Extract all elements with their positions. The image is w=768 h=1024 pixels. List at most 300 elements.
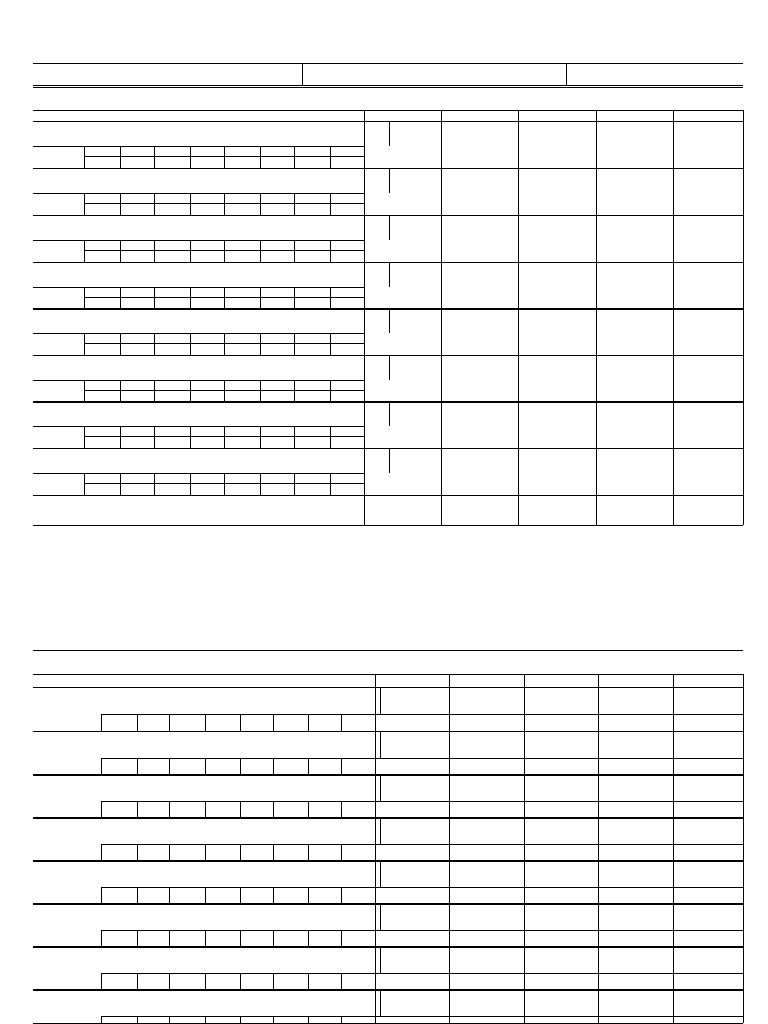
rate-hrs-input[interactable]	[295, 437, 329, 447]
rule-line	[375, 989, 376, 1023]
rule-line	[308, 801, 309, 818]
rate-hrs-input[interactable]	[155, 204, 189, 214]
rule-line	[743, 308, 744, 355]
rule-line	[169, 1016, 170, 1023]
rule-line	[120, 146, 121, 168]
rate-hrs-input[interactable]	[121, 437, 153, 447]
rule-line	[33, 947, 743, 948]
rule-line	[743, 903, 744, 947]
rule-line	[101, 801, 102, 818]
rate-hrs-input[interactable]	[261, 204, 293, 214]
rule-line	[154, 426, 155, 448]
name-of-individual-field[interactable]	[35, 871, 375, 885]
rate-hrs-input[interactable]	[225, 157, 259, 167]
rule-line	[294, 380, 295, 402]
rule-line	[596, 110, 597, 121]
rate-hrs-input[interactable]	[191, 204, 223, 214]
rule-line	[101, 801, 743, 802]
rule-line	[673, 110, 674, 121]
research-organization-field[interactable]	[305, 75, 564, 84]
year-amount-cell[interactable]	[442, 122, 517, 167]
rate-hrs-input[interactable]	[225, 204, 259, 214]
rate-hrs-input[interactable]	[225, 391, 259, 401]
fringe-rate-input[interactable]	[206, 802, 239, 817]
rule-line	[137, 844, 138, 861]
rule-line	[273, 844, 274, 861]
rate-hrs-input[interactable]	[85, 344, 119, 354]
rate-hrs-input[interactable]	[331, 344, 363, 354]
rate-description-field[interactable]	[382, 698, 742, 712]
rate-hrs-input[interactable]	[121, 204, 153, 214]
rule-line	[743, 262, 744, 309]
fringe-rate-input[interactable]	[138, 715, 168, 730]
rule-line	[190, 426, 191, 448]
rule-line	[120, 473, 121, 495]
rule-line	[341, 973, 342, 990]
rule-line	[224, 240, 225, 262]
rate-hrs-input[interactable]	[85, 251, 119, 261]
rule-line	[190, 287, 191, 309]
year-amount-cell[interactable]	[519, 309, 595, 354]
rate-description-field[interactable]	[382, 914, 742, 928]
year-amount-cell[interactable]	[519, 169, 595, 214]
rate-description-field[interactable]	[382, 785, 742, 799]
year-amount-cell[interactable]	[597, 216, 672, 261]
rate-hrs-input[interactable]	[121, 484, 153, 494]
rate-hrs-input[interactable]	[295, 251, 329, 261]
subtotal-cell[interactable]	[442, 496, 517, 524]
rule-line	[449, 731, 450, 775]
rule-line	[101, 887, 743, 888]
rule-line	[673, 687, 674, 731]
year-amount-cell[interactable]	[442, 402, 517, 447]
rate-hrs-input[interactable]	[121, 391, 153, 401]
fringe-rate-input[interactable]	[342, 888, 374, 903]
rate-hrs-input[interactable]	[155, 344, 189, 354]
rule-line	[101, 1016, 102, 1023]
rate-hrs-input[interactable]	[85, 298, 119, 308]
rate-hrs-input[interactable]	[261, 484, 293, 494]
year-amount-cell[interactable]	[674, 309, 742, 354]
fringe-rate-input[interactable]	[206, 931, 239, 946]
rule-line	[743, 817, 744, 861]
rule-line	[169, 714, 170, 731]
year-amount-cell[interactable]	[674, 356, 742, 401]
rule-line	[101, 758, 743, 759]
year-amount-cell[interactable]	[519, 122, 595, 167]
rule-line	[449, 860, 450, 904]
rule-line	[84, 380, 85, 402]
rule-line	[205, 714, 206, 731]
fringe-rate-input[interactable]	[206, 845, 239, 860]
rule-line	[33, 525, 743, 526]
rule-line	[743, 731, 744, 775]
rule-line	[302, 63, 303, 85]
rate-hrs-input[interactable]	[261, 251, 293, 261]
rule-line	[101, 844, 743, 845]
year-amount-cell[interactable]	[597, 449, 672, 494]
fringe-rate-input[interactable]	[206, 759, 239, 774]
fringe-rate-input[interactable]	[274, 1017, 307, 1024]
fringe-rate-input[interactable]	[138, 1017, 168, 1024]
subtotal-cell[interactable]	[365, 496, 440, 524]
name-of-individual-field[interactable]	[35, 828, 375, 842]
rate-hrs-input[interactable]	[331, 251, 363, 261]
rule-line	[743, 168, 744, 215]
rule-line	[33, 731, 743, 732]
year-amount-cell[interactable]	[519, 216, 595, 261]
year-amount-cell[interactable]	[442, 449, 517, 494]
rate-hrs-input[interactable]	[121, 298, 153, 308]
year-amount-cell[interactable]	[519, 402, 595, 447]
rate-hrs-input[interactable]	[155, 298, 189, 308]
year-amount-cell[interactable]	[442, 263, 517, 308]
rate-hrs-input[interactable]	[331, 204, 363, 214]
rate-hrs-input[interactable]	[225, 484, 259, 494]
rule-line	[294, 426, 295, 448]
year-amount-cell[interactable]	[674, 169, 742, 214]
rule-line	[84, 333, 85, 355]
subtotal-cell[interactable]	[674, 496, 742, 524]
rate-hrs-input[interactable]	[261, 344, 293, 354]
rate-hrs-input[interactable]	[85, 204, 119, 214]
rule-line	[598, 903, 599, 947]
fringe-rate-input[interactable]	[138, 931, 168, 946]
fringe-rate-input[interactable]	[342, 845, 374, 860]
rule-line	[120, 426, 121, 448]
rule-line	[33, 946, 743, 947]
rule-line	[294, 333, 295, 355]
name-of-individual-field[interactable]	[35, 320, 385, 332]
rule-line	[169, 801, 170, 818]
rule-line	[190, 473, 191, 495]
rate-description-field[interactable]	[382, 957, 742, 971]
name-of-individual-field[interactable]	[35, 274, 385, 286]
rate-hrs-input[interactable]	[261, 391, 293, 401]
rule-line	[743, 448, 744, 495]
fringe-rate-input[interactable]	[274, 888, 307, 903]
rule-line	[205, 973, 206, 990]
name-of-individual-field[interactable]	[35, 785, 375, 799]
year-amount-cell[interactable]	[365, 449, 440, 494]
rule-line	[101, 714, 743, 715]
rule-line	[137, 801, 138, 818]
rule-line	[375, 774, 376, 818]
rule-line	[101, 973, 743, 974]
year-amount-cell[interactable]	[674, 402, 742, 447]
rule-line	[33, 687, 743, 688]
fringe-rate-input[interactable]	[274, 931, 307, 946]
rate-hrs-input[interactable]	[191, 437, 223, 447]
rate-hrs-input[interactable]	[331, 298, 363, 308]
fringe-rate-input[interactable]	[274, 845, 307, 860]
rate-description-field[interactable]	[382, 871, 742, 885]
year-amount-cell[interactable]	[365, 309, 440, 354]
rule-line	[169, 887, 170, 904]
year-amount-cell[interactable]	[597, 402, 672, 447]
rule-line	[375, 687, 376, 731]
rule-line	[224, 380, 225, 402]
rate-hrs-input[interactable]	[191, 344, 223, 354]
rule-line	[566, 63, 567, 85]
fringe-rate-input[interactable]	[138, 888, 168, 903]
rate-hrs-input[interactable]	[191, 157, 223, 167]
rate-hrs-input[interactable]	[261, 437, 293, 447]
name-of-individual-field[interactable]	[35, 1000, 375, 1014]
fringe-rate-input[interactable]	[342, 974, 374, 989]
project-title-field[interactable]	[35, 75, 300, 84]
year-amount-cell[interactable]	[519, 263, 595, 308]
rule-line	[260, 333, 261, 355]
fringe-rate-input[interactable]	[342, 715, 374, 730]
rule-line	[154, 333, 155, 355]
rule-line	[101, 887, 102, 904]
year-amount-cell[interactable]	[442, 216, 517, 261]
rule-line	[308, 758, 309, 775]
rate-description-field[interactable]	[382, 828, 742, 842]
fringe-rate-input[interactable]	[206, 715, 239, 730]
rule-line	[84, 473, 85, 495]
fringe-rate-input[interactable]	[342, 759, 374, 774]
rule-line	[330, 240, 331, 262]
rule-line	[330, 193, 331, 215]
rule-line	[137, 973, 138, 990]
name-of-individual-field[interactable]	[35, 133, 385, 145]
rule-line	[205, 887, 206, 904]
fringe-rate-input[interactable]	[342, 802, 374, 817]
fringe-rate-input[interactable]	[342, 931, 374, 946]
name-of-individual-field[interactable]	[35, 957, 375, 971]
year-amount-cell[interactable]	[674, 122, 742, 167]
rule-line	[380, 946, 381, 973]
rule-line	[449, 774, 450, 818]
year-amount-cell[interactable]	[365, 263, 440, 308]
rule-line	[240, 844, 241, 861]
name-of-individual-field[interactable]	[35, 180, 385, 192]
rate-hrs-input[interactable]	[331, 437, 363, 447]
name-of-individual-field[interactable]	[35, 698, 375, 712]
rule-line	[137, 714, 138, 731]
rule-line	[101, 973, 102, 990]
rule-line	[673, 903, 674, 947]
fringe-rate-input[interactable]	[274, 802, 307, 817]
rate-hrs-input[interactable]	[85, 391, 119, 401]
rule-line	[743, 121, 744, 168]
rule-line	[598, 674, 599, 687]
year-amount-cell[interactable]	[674, 216, 742, 261]
year-amount-cell[interactable]	[365, 356, 440, 401]
rule-line	[154, 473, 155, 495]
name-of-individual-field[interactable]	[35, 914, 375, 928]
rate-hrs-input[interactable]	[225, 344, 259, 354]
rule-line	[190, 380, 191, 402]
rate-hrs-input[interactable]	[295, 484, 329, 494]
fringe-rate-input[interactable]	[206, 888, 239, 903]
rule-line	[673, 674, 674, 687]
year-amount-cell[interactable]	[365, 169, 440, 214]
rule-line	[169, 844, 170, 861]
rule-line	[341, 887, 342, 904]
rate-hrs-input[interactable]	[155, 251, 189, 261]
rate-hrs-input[interactable]	[191, 251, 223, 261]
year-amount-cell[interactable]	[597, 169, 672, 214]
rule-line	[375, 674, 376, 687]
fringe-rate-input[interactable]	[138, 759, 168, 774]
rule-line	[341, 1016, 342, 1023]
rule-line	[101, 930, 102, 947]
rate-hrs-input[interactable]	[225, 251, 259, 261]
rule-line	[524, 903, 525, 947]
rule-line	[673, 989, 674, 1023]
year-amount-cell[interactable]	[597, 263, 672, 308]
rate-hrs-input[interactable]	[295, 204, 329, 214]
rate-hrs-input[interactable]	[331, 391, 363, 401]
rule-line	[240, 801, 241, 818]
rate-hrs-input[interactable]	[121, 157, 153, 167]
rate-hrs-input[interactable]	[155, 484, 189, 494]
rate-hrs-input[interactable]	[225, 437, 259, 447]
year-amount-cell[interactable]	[365, 122, 440, 167]
rule-line	[294, 473, 295, 495]
rate-hrs-input[interactable]	[191, 484, 223, 494]
rate-hrs-input[interactable]	[331, 157, 363, 167]
rule-line	[205, 801, 206, 818]
rate-hrs-input[interactable]	[295, 391, 329, 401]
rule-line	[224, 287, 225, 309]
rule-line	[84, 426, 85, 448]
rule-line	[743, 774, 744, 818]
fringe-rate-input[interactable]	[138, 974, 168, 989]
rate-hrs-input[interactable]	[261, 298, 293, 308]
rule-line	[330, 146, 331, 168]
rate-hrs-input[interactable]	[191, 298, 223, 308]
year-amount-cell[interactable]	[597, 122, 672, 167]
year-amount-cell[interactable]	[442, 356, 517, 401]
name-of-individual-field[interactable]	[35, 460, 385, 472]
rule-line	[240, 930, 241, 947]
rate-hrs-input[interactable]	[331, 484, 363, 494]
year-amount-cell[interactable]	[597, 309, 672, 354]
rule-line	[240, 714, 241, 731]
rule-line	[308, 973, 309, 990]
year-amount-cell[interactable]	[519, 356, 595, 401]
rule-line	[33, 650, 743, 651]
rate-hrs-input[interactable]	[121, 344, 153, 354]
year-amount-cell[interactable]	[365, 402, 440, 447]
fringe-rate-input[interactable]	[138, 845, 168, 860]
rule-line	[260, 193, 261, 215]
rule-line	[33, 193, 364, 194]
year-amount-cell[interactable]	[597, 356, 672, 401]
rule-line	[33, 146, 364, 147]
rule-line	[449, 687, 450, 731]
rate-hrs-input[interactable]	[295, 344, 329, 354]
fringe-rate-input[interactable]	[274, 759, 307, 774]
rate-hrs-input[interactable]	[85, 484, 119, 494]
rate-hrs-input[interactable]	[225, 298, 259, 308]
rule-line	[330, 473, 331, 495]
rule-line	[120, 287, 121, 309]
rate-description-field[interactable]	[382, 742, 742, 756]
rule-line	[524, 860, 525, 904]
name-of-individual-field[interactable]	[35, 742, 375, 756]
rate-hrs-input[interactable]	[85, 437, 119, 447]
name-of-individual-field[interactable]	[35, 413, 385, 425]
year-amount-cell[interactable]	[365, 216, 440, 261]
subtotal-cell[interactable]	[597, 496, 672, 524]
fringe-rate-input[interactable]	[206, 1017, 239, 1024]
rule-line	[743, 687, 744, 731]
year-amount-cell[interactable]	[442, 309, 517, 354]
rule-line	[308, 930, 309, 947]
rule-line	[743, 110, 744, 121]
rule-line	[33, 380, 364, 381]
rule-line	[240, 887, 241, 904]
fringe-rate-input[interactable]	[138, 802, 168, 817]
rate-hrs-input[interactable]	[155, 391, 189, 401]
rule-line	[743, 215, 744, 262]
year-amount-cell[interactable]	[519, 449, 595, 494]
rate-hrs-input[interactable]	[191, 391, 223, 401]
rule-line	[33, 110, 743, 111]
rule-line	[84, 146, 85, 168]
rate-hrs-input[interactable]	[295, 157, 329, 167]
fringe-rate-input[interactable]	[342, 1017, 374, 1024]
rule-line	[743, 401, 744, 448]
rule-line	[33, 674, 743, 675]
rule-line	[441, 110, 442, 121]
year-amount-cell[interactable]	[442, 169, 517, 214]
date-field[interactable]	[570, 75, 741, 84]
rate-hrs-input[interactable]	[85, 157, 119, 167]
rate-description-field[interactable]	[382, 1000, 742, 1014]
name-of-individual-field[interactable]	[35, 367, 385, 379]
rule-line	[190, 240, 191, 262]
rule-line	[380, 687, 381, 714]
rule-line	[101, 758, 102, 775]
rule-line	[341, 758, 342, 775]
rule-line	[524, 674, 525, 687]
name-of-individual-field[interactable]	[35, 227, 385, 239]
rule-line	[375, 946, 376, 990]
rate-hrs-input[interactable]	[121, 251, 153, 261]
year-amount-cell[interactable]	[674, 263, 742, 308]
rule-line	[101, 930, 743, 931]
rule-line	[137, 1016, 138, 1023]
rate-hrs-input[interactable]	[261, 157, 293, 167]
rule-line	[224, 193, 225, 215]
rate-hrs-input[interactable]	[155, 157, 189, 167]
rule-line	[524, 817, 525, 861]
rule-line	[84, 287, 85, 309]
subtotal-cell[interactable]	[519, 496, 595, 524]
rate-hrs-input[interactable]	[155, 437, 189, 447]
rule-line	[154, 380, 155, 402]
fringe-rate-input[interactable]	[206, 974, 239, 989]
rule-line	[673, 946, 674, 990]
rule-line	[524, 946, 525, 990]
rule-line	[260, 426, 261, 448]
year-amount-cell[interactable]	[674, 449, 742, 494]
rate-hrs-input[interactable]	[295, 298, 329, 308]
fringe-rate-input[interactable]	[274, 974, 307, 989]
rule-line	[380, 989, 381, 1016]
rule-line	[33, 990, 743, 991]
rule-line	[154, 146, 155, 168]
rule-line	[273, 758, 274, 775]
rule-line	[240, 758, 241, 775]
fringe-rate-input[interactable]	[274, 715, 307, 730]
